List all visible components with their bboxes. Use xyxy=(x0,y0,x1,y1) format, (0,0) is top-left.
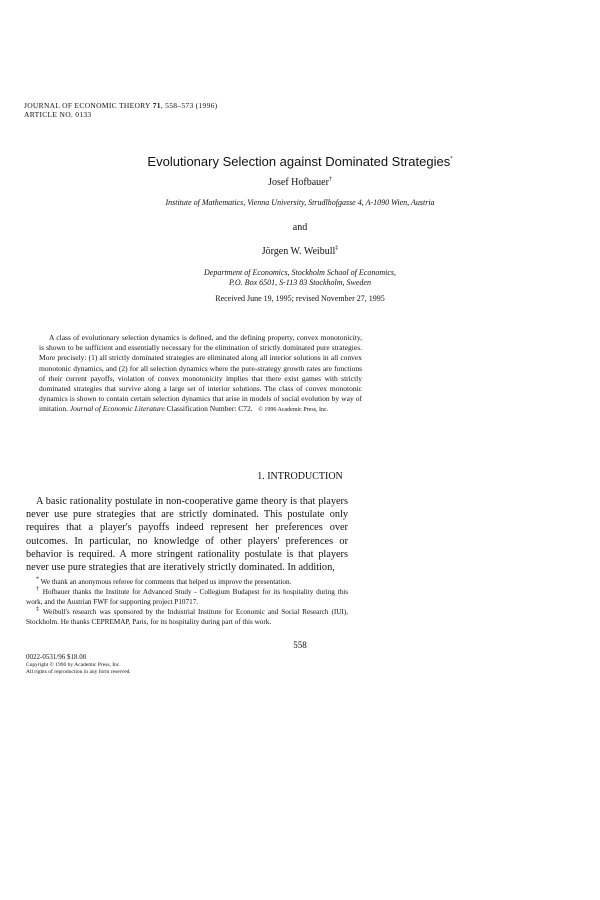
author-1-mark: † xyxy=(328,176,332,183)
section-heading: 1. INTRODUCTION xyxy=(257,471,343,482)
abstract-text: A class of evolutionary selection dynamics is defined, and the defining property, convex monotonicity, is shown to be sufficient and essentially necessary for the elimination of strictly dominated pure strategies. More precisely: (1) all strictly dominated strategies are eliminated along all interior solutions in all convex monotonic dynamics, and (2) for all selection dynamics where the pure-strategy growth rates are functions of their current payoffs, violation of convex monotonicity implies that there exist games with strictly dominated strategies that survive along a large set of interior solutions. The class of convex monotonic dynamics is shown to contain certain selection dynamics that arise in models of social evolution by way of imitation. xyxy=(39,333,362,414)
body-paragraph: A basic rationality postulate in non-cooperative game theory is that players never use pure strategies that are strictly dominated. This postulate only requires that a player's payoffs indeed represent her preferences over outcomes. In particular, no knowledge of other players' preferences or behavior is required. A more stringent rationality postulate is that players never use pure strategies that are iteratively strictly dominated. In addition, xyxy=(26,496,348,574)
jel-classification: Classification Number: C72. xyxy=(164,404,253,414)
author-1-name: Josef Hofbauer xyxy=(268,177,329,188)
paper-title xyxy=(0,154,600,169)
journal-volume: 71 xyxy=(152,101,161,110)
footer xyxy=(26,653,131,676)
footnote-1-text: We thank an anonymous referee for comments that helped us improve the presentation. xyxy=(39,578,292,586)
received-dates: Received June 19, 1995; revised November 27, 1995 xyxy=(215,294,385,303)
footer-rights: All rights of reproduction in any form reserved. xyxy=(26,668,131,675)
article-number: ARTICLE NO. 0133 xyxy=(24,109,92,119)
author-2-name: Jörgen W. Weibull xyxy=(261,246,336,257)
journal-header xyxy=(24,102,217,119)
affiliation-2 xyxy=(0,268,600,288)
footer-issn: 0022-0531/96 $18.00 xyxy=(26,653,87,661)
affiliation-2-line-1: Department of Economics, Stockholm School of Economics, xyxy=(204,268,396,277)
author-1 xyxy=(0,177,600,188)
footnote-2-text: Hofbauer thanks the Institute for Advanced Study - Collegium Budapest for its hospitality during this work, and the Austrian FWF for supporting project P10717. xyxy=(26,588,348,606)
title-footnote-mark: * xyxy=(450,156,453,163)
footnote-2-mark: † xyxy=(36,586,40,593)
abstract-copyright: © 1996 Academic Press, Inc. xyxy=(258,407,329,414)
page-number: 558 xyxy=(293,640,307,650)
journal-pages-year: , 558–573 (1996) xyxy=(160,101,218,110)
author-2 xyxy=(0,246,600,257)
footer-copyright: Copyright © 1996 by Academic Press, Inc. xyxy=(26,661,121,668)
and-separator: and xyxy=(292,222,308,233)
affiliation-1: Institute of Mathematics, Vienna University, Strudlhofgasse 4, A-1090 Wien, Austria xyxy=(165,198,435,207)
footnote-3-text: Weibull's research was sponsored by the Industrial Institute for Economic and Social Research (IUI), Stockholm. He thanks CEPREMAP, Paris, for its hospitality during part of this work. xyxy=(26,608,349,626)
journal-name: JOURNAL OF ECONOMIC THEORY xyxy=(24,101,151,110)
footnote-1-mark: * xyxy=(36,576,39,583)
footnote-2 xyxy=(26,587,348,607)
abstract xyxy=(39,333,362,416)
footnote-3-mark: ‡ xyxy=(36,606,41,613)
footnote-3 xyxy=(26,607,348,627)
jel-journal: Journal of Economic Literature xyxy=(69,404,165,414)
footnote-1 xyxy=(26,577,348,587)
author-2-mark: ‡ xyxy=(335,245,339,252)
affiliation-2-line-2: P.O. Box 6501, S-113 83 Stockholm, Sweden xyxy=(229,278,371,287)
paper-title-text: Evolutionary Selection against Dominated Strategies xyxy=(147,154,451,169)
